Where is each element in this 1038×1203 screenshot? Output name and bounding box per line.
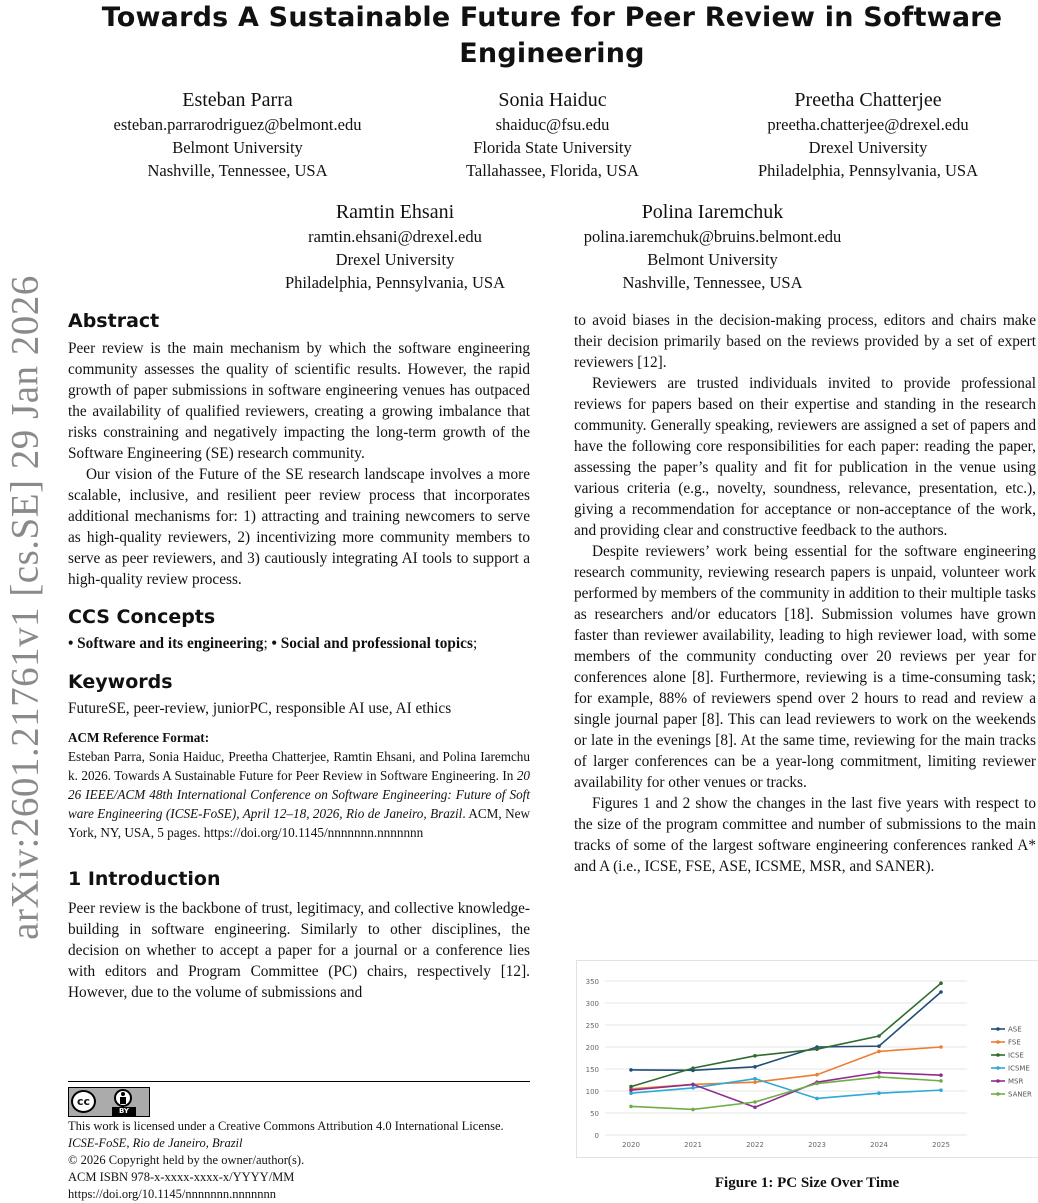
author-email[interactable]: ramtin.ehsani@drexel.edu: [308, 227, 482, 246]
author-block: [718, 87, 1018, 182]
left-column: [68, 308, 530, 1003]
author-name: Esteban Parra: [182, 89, 293, 111]
data-point-icsme: [629, 1091, 633, 1095]
author-affiliation: Drexel University: [808, 138, 928, 157]
body-paragraph: to avoid biases in the decision-making process, editors and chairs make their decision primarily based on the reviews provided by a set of expert reviewers [12].: [574, 312, 1036, 371]
figure-frame: [576, 960, 1038, 1158]
legend-marker: [996, 1066, 1000, 1070]
venue-text: ICSE-FoSE, Rio de Janeiro, Brazil: [68, 1136, 243, 1150]
footnote: [68, 1118, 538, 1203]
author-email[interactable]: preetha.chatterjee@drexel.edu: [767, 115, 969, 134]
author-email[interactable]: esteban.parrarodriguez@belmont.edu: [113, 115, 362, 134]
acm-reference-heading: ACM Reference Format:: [68, 730, 210, 745]
legend-marker: [996, 1027, 1000, 1031]
x-tick-label: 2024: [870, 1141, 888, 1149]
series-line-icse: [631, 983, 941, 1086]
data-point-msr: [629, 1088, 633, 1092]
acm-reference-text: [68, 747, 530, 842]
data-point-saner: [877, 1075, 881, 1079]
legend-marker: [996, 1092, 1000, 1096]
data-point-msr: [877, 1071, 881, 1075]
data-point-icsme: [815, 1097, 819, 1101]
y-tick-label: 50: [590, 1110, 599, 1118]
y-tick-label: 100: [585, 1088, 599, 1096]
data-point-icse: [939, 981, 943, 985]
legend-marker: [996, 1053, 1000, 1057]
cc-icon: cc: [71, 1090, 96, 1113]
data-point-fse: [877, 1050, 881, 1054]
ccs-concepts: [68, 633, 530, 654]
cc-by-license-badge[interactable]: [68, 1087, 150, 1117]
data-point-ase: [877, 1044, 881, 1048]
doi-link[interactable]: https://doi.org/10.1145/nnnnnnn.nnnnnnn: [68, 1187, 276, 1201]
data-point-icse: [815, 1047, 819, 1051]
data-point-ase: [753, 1065, 757, 1069]
ccs-concept: • Social and professional topics: [271, 635, 473, 652]
data-point-icse: [629, 1085, 633, 1089]
y-tick-label: 150: [585, 1066, 599, 1074]
legend-label: SANER: [1008, 1090, 1032, 1099]
ccs-heading: CCS Concepts: [68, 606, 216, 628]
y-tick-label: 350: [585, 978, 599, 986]
data-point-saner: [753, 1100, 757, 1104]
copyright-text: © 2026 Copyright held by the owner/author(s).: [68, 1153, 305, 1167]
x-tick-label: 2023: [808, 1141, 826, 1149]
acm-reference-venue: 2026 IEEE/ACM 48th International Conference on Software Engineering: Future of Software Engineering (ICSE-FoSE), April 12–18, 2026, Rio de Janeiro, Brazil: [68, 768, 530, 821]
acm-reference: [68, 728, 530, 842]
data-point-fse: [753, 1080, 757, 1084]
data-point-msr: [939, 1073, 943, 1077]
y-tick-label: 0: [594, 1132, 599, 1140]
author-affiliation: Florida State University: [473, 138, 632, 157]
data-point-saner: [815, 1082, 819, 1086]
data-point-saner: [939, 1079, 943, 1083]
y-tick-label: 300: [585, 1000, 599, 1008]
y-tick-label: 200: [585, 1044, 599, 1052]
pc-size-chart: [577, 961, 1038, 1157]
figure-caption: Figure 1: PC Size Over Time: [714, 1175, 900, 1191]
data-point-ase: [629, 1068, 633, 1072]
author-affiliation: Belmont University: [647, 250, 778, 269]
author-name: Ramtin Ehsani: [335, 201, 455, 223]
license-text: This work is licensed under a Creative Commons Attribution 4.0 International License.: [68, 1119, 504, 1133]
author-name: Sonia Haiduc: [498, 89, 607, 111]
author-location: Nashville, Tennessee, USA: [147, 161, 328, 180]
acm-reference-post: . ACM, New York, NY, USA, 5 pages. https://doi.org/10.1145/nnnnnnn.nnnnnnn: [68, 806, 530, 840]
legend-label: ASE: [1008, 1025, 1022, 1034]
data-point-icse: [753, 1054, 757, 1058]
body-paragraph: Reviewers are trusted individuals invited to provide professional reviews for papers based on their expertise and standing in the research community. Generally speaking, reviewers are assigned a set of papers and have the following core responsibilities for each paper: reading the paper, assessing the paper’s quality and fit for publication in the venue using various criteria (e.g., novelty, soundness, relevance, presentation, etc.), giving a recommendation for acceptance or non-acceptance of the work, and providing clear and constructive feedback to the authors.: [574, 375, 1036, 539]
author-block: [400, 87, 705, 182]
data-point-msr: [753, 1105, 757, 1109]
abstract-paragraph: Our vision of the Future of the SE research landscape involves a more scalable, inclusive, and resilient peer review process that incorporates additional mechanisms for: 1) attracting and training newcomers to serve as high-quality reviewers, 2) incentivizing more community members to serve as peer reviewers, and 3) cautiously integrating AI tools to support a high-quality review process.: [68, 466, 530, 588]
legend-marker: [996, 1040, 1000, 1044]
author-location: Nashville, Tennessee, USA: [622, 273, 803, 292]
author-affiliation: Drexel University: [335, 250, 455, 269]
x-tick-label: 2020: [622, 1141, 640, 1149]
legend-marker: [996, 1079, 1000, 1083]
author-location: Philadelphia, Pennsylvania, USA: [758, 161, 978, 180]
author-email[interactable]: polina.iaremchuk@bruins.belmont.edu: [583, 227, 842, 246]
by-label: BY: [112, 1107, 136, 1116]
intro-heading: 1 Introduction: [68, 868, 221, 890]
legend-label: FSE: [1008, 1038, 1021, 1047]
ccs-concept: • Software and its engineering: [68, 635, 264, 652]
author-location: Tallahassee, Florida, USA: [466, 161, 639, 180]
person-body-icon: [120, 1097, 126, 1104]
author-location: Philadelphia, Pennsylvania, USA: [285, 273, 505, 292]
data-point-msr: [691, 1083, 695, 1087]
data-point-ase: [939, 990, 943, 994]
author-name: Polina Iaremchuk: [641, 201, 784, 223]
footnote-rule: [68, 1081, 530, 1082]
x-tick-label: 2025: [932, 1141, 950, 1149]
data-point-icse: [877, 1034, 881, 1038]
ccs-separator: ;: [472, 635, 478, 652]
author-name: Preetha Chatterjee: [794, 89, 942, 111]
series-line-ase: [631, 992, 941, 1070]
body-paragraph: Despite reviewers’ work being essential for the software engineering research community, reviewing research papers is unpaid, volunteer work performed by members of the community in addition to their multiple tasks as researchers and/or educators [18]. Submission volumes have grown faster than reviewer availability, leading to high reviewer load, with some members of the community conducting over 20 reviews per year for conferences alone [8]. Furthermore, reviewing is a time-consuming task; for example, 88% of reviewers spend over 2 hours to read and review a single journal paper [8]. This can lead reviewers to work on the weekends or late in the evenings [8]. At the same time, reviewing for the main tracks of larger conferences can be a year-long commitment, limiting reviewer availability for other venues or tracks.: [574, 543, 1036, 791]
person-head-icon: [121, 1092, 125, 1096]
legend-label: ICSME: [1008, 1064, 1030, 1073]
keywords-heading: Keywords: [68, 671, 173, 693]
isbn-text: ACM ISBN 978-x-xxxx-xxxx-x/YYYY/MM: [68, 1170, 295, 1184]
abstract-heading: Abstract: [68, 310, 160, 332]
author-block: [550, 199, 875, 294]
author-affiliation: Belmont University: [172, 138, 303, 157]
acm-reference-pre: Esteban Parra, Sonia Haiduc, Preetha Chatterjee, Ramtin Ehsani, and Polina Iaremchuk. 2026. Towards A Sustainable Future for Peer Review in Software Engineering. In: [68, 749, 530, 783]
paper-title: Towards A Sustainable Future for Peer Review in Software Engineering: [101, 2, 1003, 69]
data-point-saner: [691, 1108, 695, 1112]
right-column: [574, 310, 1036, 877]
arxiv-stamp: arXiv:2601.21761v1 [cs.SE] 29 Jan 2026: [3, 275, 47, 940]
data-point-fse: [815, 1073, 819, 1077]
legend-label: ICSE: [1008, 1051, 1024, 1060]
data-point-saner: [629, 1105, 633, 1109]
x-tick-label: 2022: [746, 1141, 764, 1149]
data-point-icsme: [939, 1088, 943, 1092]
x-tick-label: 2021: [684, 1141, 702, 1149]
y-tick-label: 250: [585, 1022, 599, 1030]
body-paragraph: Figures 1 and 2 show the changes in the last five years with respect to the size of the program committee and number of submissions to the main tracks of some of the largest software engineering conferences ranked A* and A (i.e., ICSE, FSE, ASE, ICSME, MSR, and SANER).: [574, 795, 1036, 875]
author-email[interactable]: shaiduc@fsu.edu: [495, 115, 610, 134]
keywords-text: FutureSE, peer-review, juniorPC, responsible AI use, AI ethics: [68, 700, 452, 717]
data-point-fse: [939, 1045, 943, 1049]
intro-paragraph: Peer review is the backbone of trust, legitimacy, and collective knowledge-building in software engineering. Similarly to other disciplines, the decision on whether to accept a paper for a journal or a conference lies with editors and Program Committee (PC) chairs, respectively [12]. However, due to the volume of submissions and: [68, 900, 530, 1001]
data-point-icsme: [877, 1091, 881, 1095]
author-block: [80, 87, 395, 182]
data-point-icsme: [753, 1077, 757, 1081]
author-block: [240, 199, 550, 294]
abstract-paragraph: Peer review is the main mechanism by which the software engineering community assesses the quality of scientific results. However, the rapid growth of paper submissions in software engineering venues has outpaced the availability of qualified reviewers, creating a growing imbalance that risks constraining and negatively impacting the long-term growth of the Software Engineering (SE) research community.: [68, 340, 530, 462]
data-point-icsme: [691, 1086, 695, 1090]
data-point-icse: [691, 1066, 695, 1070]
legend-label: MSR: [1008, 1077, 1024, 1086]
person-icon: [114, 1089, 132, 1107]
ccs-separator: ;: [263, 635, 272, 652]
